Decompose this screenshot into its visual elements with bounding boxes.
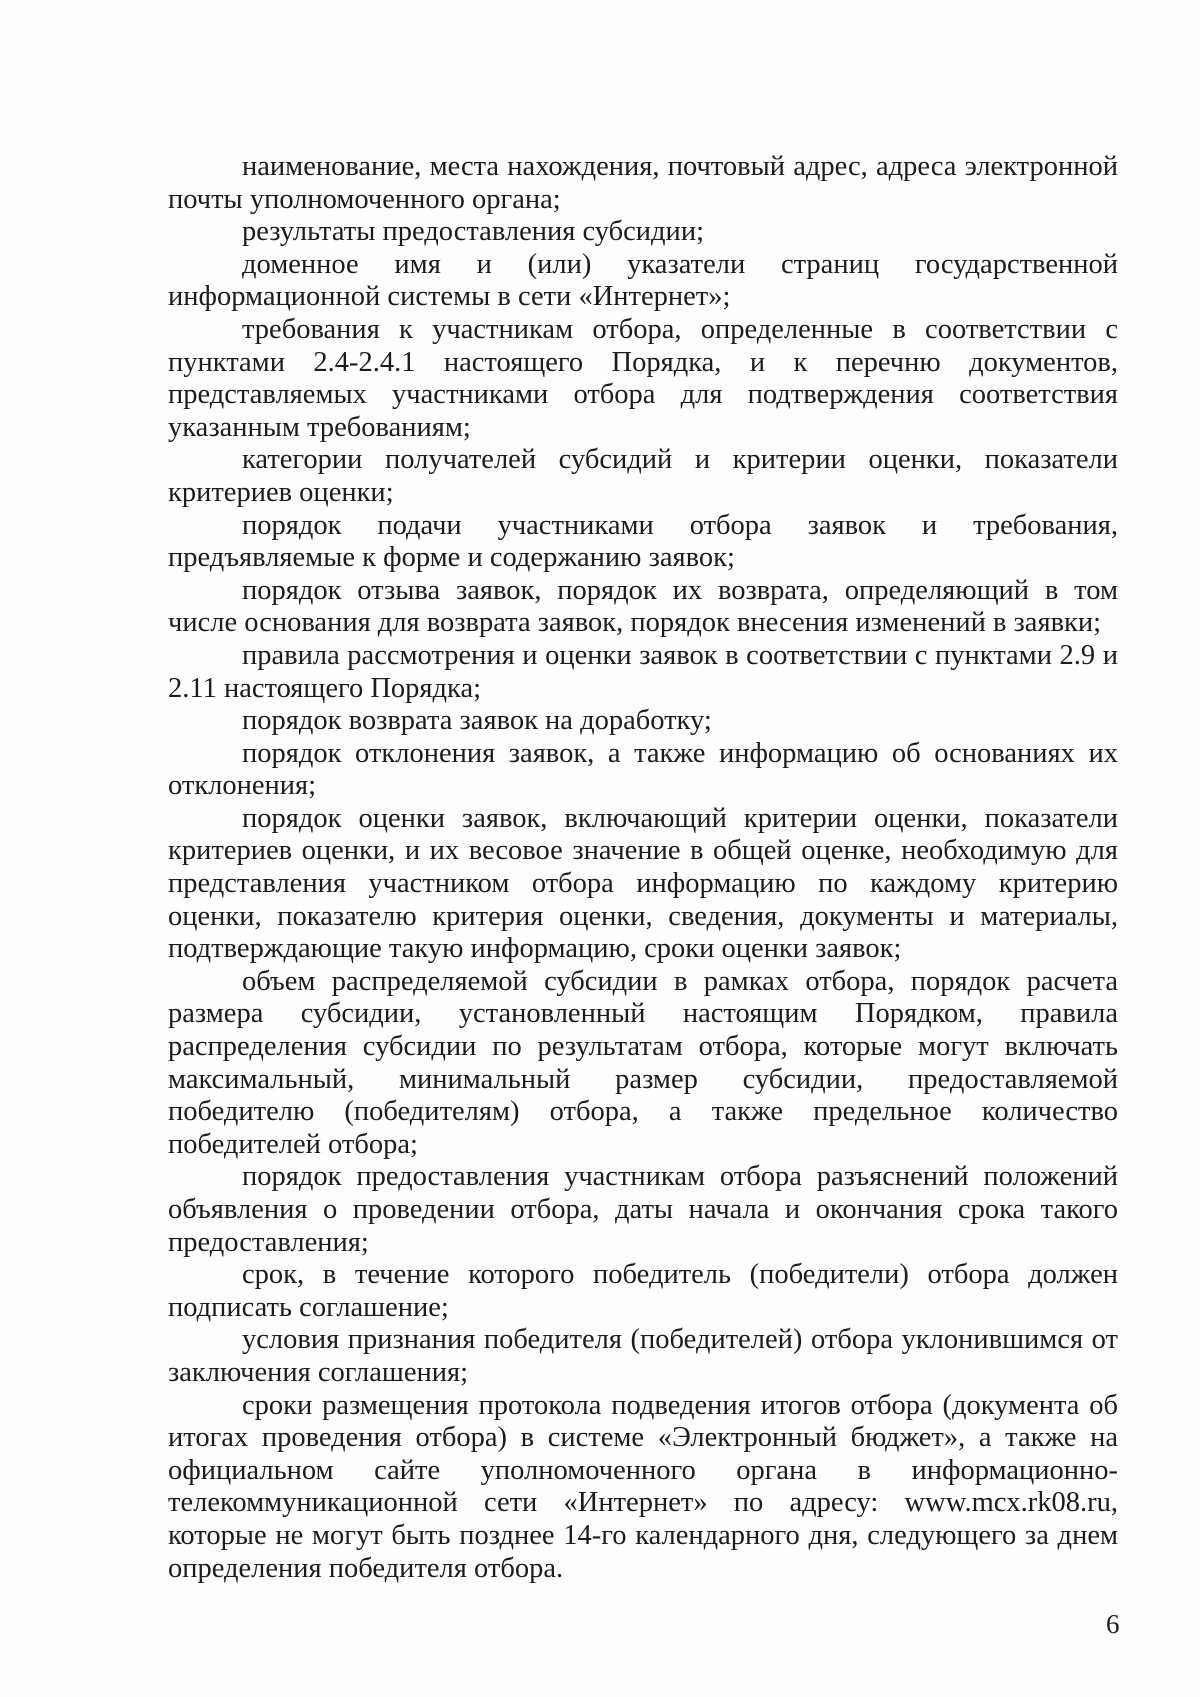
paragraph-domain-name: доменное имя и (или) указатели страниц государственной информационной системы в сети «Интернет»; — [168, 248, 1118, 313]
paragraph-recipient-categories: категории получателей субсидий и критерии оценки, показатели критериев оценки; — [168, 444, 1118, 508]
paragraph-subsidy-results: результаты предоставления субсидии; — [242, 216, 704, 248]
body-text — [168, 151, 1118, 1585]
paragraph-evaluation-procedure: порядок оценки заявок, включающий критерии оценки, показатели критериев оценки, и их весовое значение в общей оценке, необходимую для представления участником отбора информацию по каждому критерию оценки, показателю критерия оценки, сведения, документы и материалы, подтверждающие такую информацию, сроки оценки заявок; — [168, 802, 1118, 965]
paragraph-protocol-publication: сроки размещения протокола подведения итогов отбора (документа об итогах проведения отбора) в системе «Электронный бюджет», а также на официальном сайте уполномоченного органа в информационно-телекоммуникационной сети «Интернет» по адресу: www.mcx.rk08.ru, которые не могут быть позднее 14-го календарного дня, следующего за днем определения победителя отбора. — [168, 1389, 1118, 1584]
page-number: 6 — [1106, 1609, 1120, 1639]
paragraph-review-rules: правила рассмотрения и оценки заявок в соответствии с пунктами 2.9 и 2.11 настоящего Порядка; — [168, 639, 1118, 704]
paragraph-office-contacts: наименование, места нахождения, почтовый адрес, адреса электронной почты уполномоченного органа; — [168, 151, 1118, 215]
paragraph-subsidy-volume: объем распределяемой субсидии в рамках отбора, порядок расчета размера субсидии, установленный настоящим Порядком, правила распределения субсидии по результатам отбора, которые могут включать максимальный, минимальный размер субсидии, предоставляемой победителю (победителям) отбора, а также предельное количество победителей отбора; — [168, 965, 1118, 1160]
paragraph-evasion-conditions: условия признания победителя (победителей) отбора уклонившимся от заключения соглашения; — [168, 1324, 1118, 1388]
paragraph-application-withdrawal: порядок отзыва заявок, порядок их возврата, определяющий в том числе основания для возврата заявок, порядок внесения изменений в заявки; — [168, 574, 1118, 639]
paragraph-rejection-procedure: порядок отклонения заявок, а также информацию об основаниях их отклонения; — [168, 737, 1118, 802]
paragraph-application-submission: порядок подачи участниками отбора заявок и требования, предъявляемые к форме и содержанию заявок; — [168, 509, 1118, 574]
paragraph-clarifications: порядок предоставления участникам отбора разъяснений положений объявления о проведении отбора, даты начала и окончания срока такого предоставления; — [168, 1161, 1118, 1258]
paragraph-participant-requirements: требования к участникам отбора, определенные в соответствии с пунктами 2.4-2.4.1 настоящего Порядка, и к перечню документов, представляемых участниками отбора для подтверждения соответствия указанным требованиям; — [168, 313, 1118, 443]
paragraph-agreement-deadline: срок, в течение которого победитель (победители) отбора должен подписать соглашение; — [168, 1259, 1118, 1323]
paragraph-return-for-revision: порядок возврата заявок на доработку; — [242, 705, 712, 737]
